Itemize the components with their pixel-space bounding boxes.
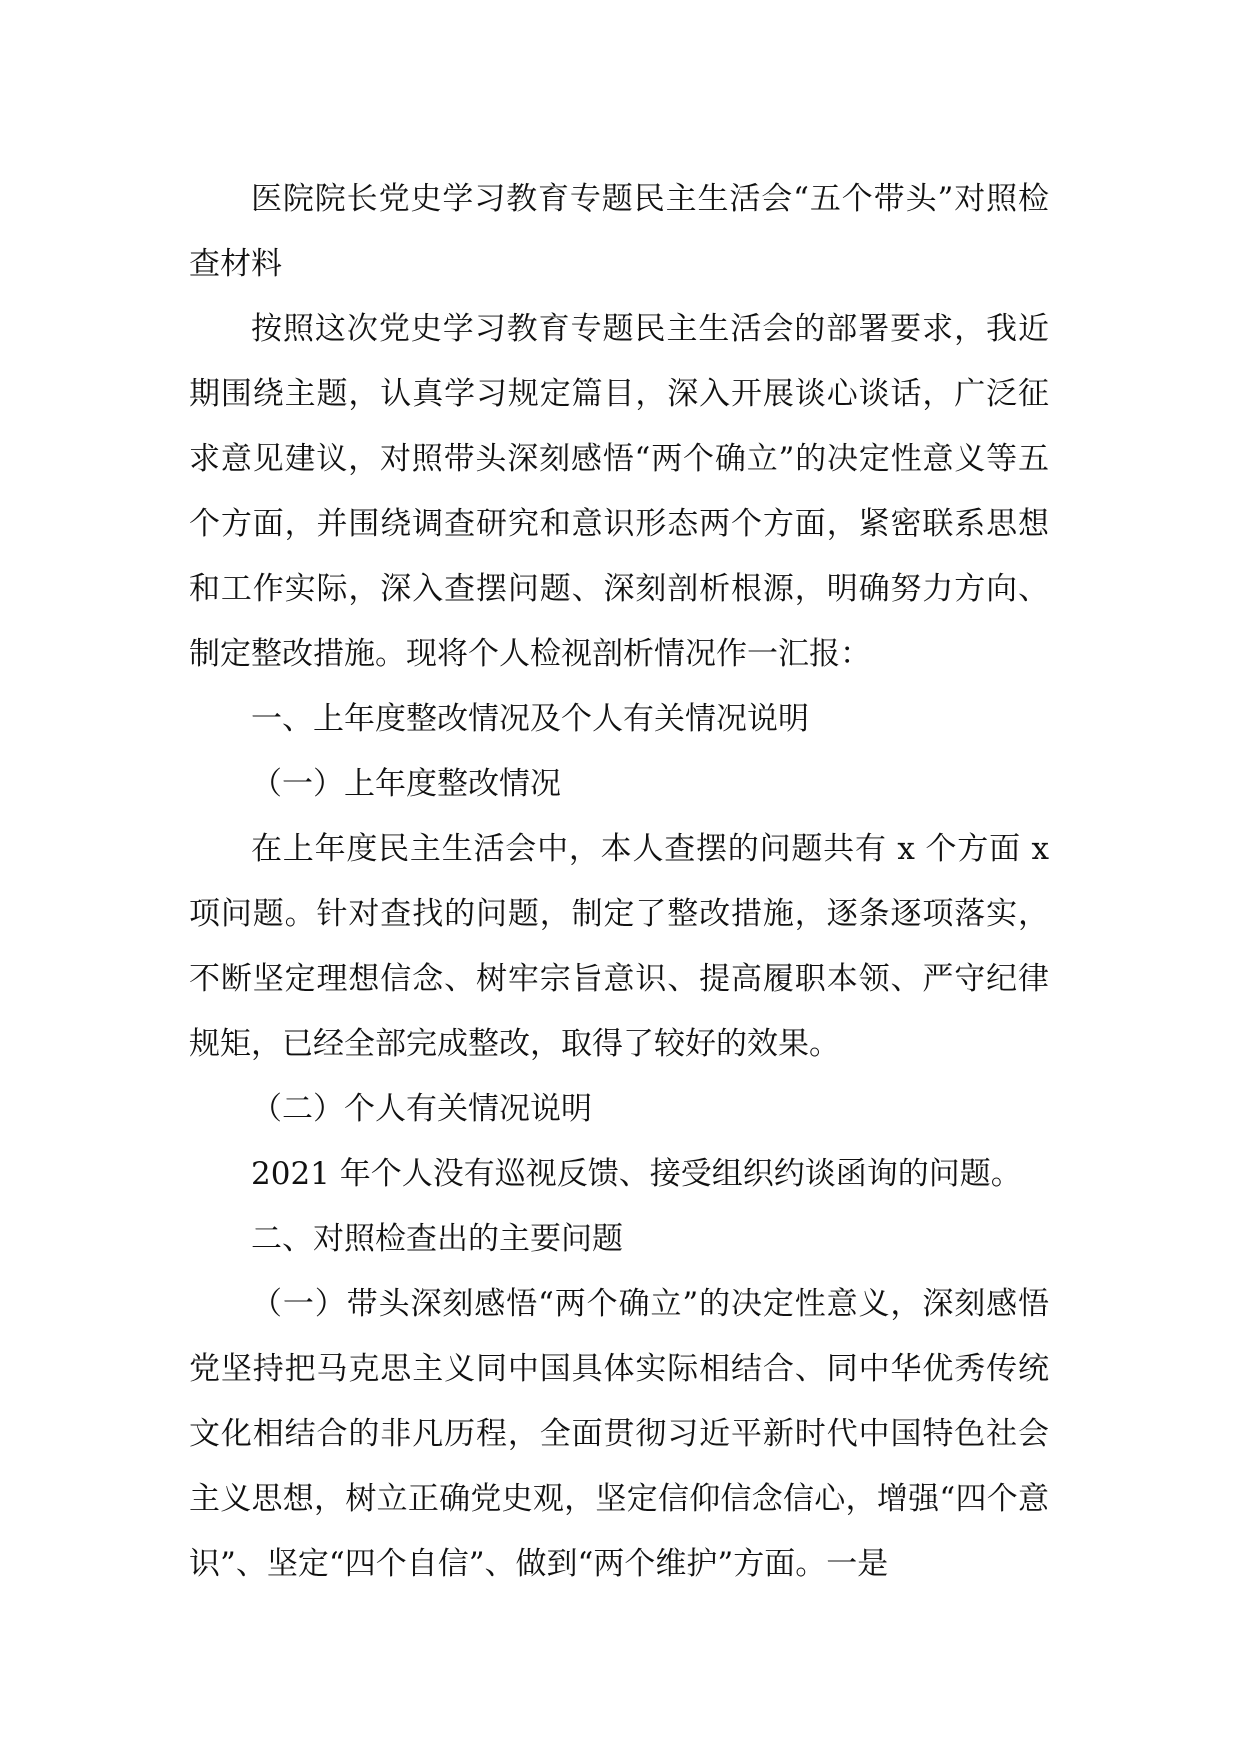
section-heading-1: 一、上年度整改情况及个人有关情况说明 <box>251 701 809 737</box>
intro-paragraph: 按照这次党史学习教育专题民主生活会的部署要求，我近期围绕主题，认真学习规定篇目，深入开展谈心谈话，广泛征求意见建议，对照带头深刻感悟“两个确立”的决定性意义等五个方面，并围绕调查研究和意识形态两个方面，紧密联系思想和工作实际，深入查摆问题、深刻剖析根源，明确努力方向、制定整改措施。现将个人检视剖析情况作一汇报： <box>189 311 1049 672</box>
body-paragraph: （一）带头深刻感悟“两个确立”的决定性意义，深刻感悟党坚持把马克思主义同中国具体实际相结合、同中华优秀传统文化相结合的非凡历程，全面贯彻习近平新时代中国特色社会主义思想，树立正确党史观，坚定信仰信念信心，增强“四个意识”、坚定“四个自信”、做到“两个维护”方面。一是 <box>189 1286 1049 1582</box>
subsection-heading-1-1: （一）上年度整改情况 <box>251 766 561 802</box>
body-paragraph: 在上年度民主生活会中，本人查摆的问题共有 x 个方面 x 项问题。针对查找的问题，制定了整改措施，逐条逐项落实，不断坚定理想信念、树牢宗旨意识、提高履职本领、严守纪律规矩，已经全部完成整改，取得了较好的效果。 <box>189 831 1049 1062</box>
document-body <box>189 167 1049 1597</box>
body-paragraph: 2021 年个人没有巡视反馈、接受组织约谈函询的问题。 <box>251 1156 1022 1192</box>
document-title: 医院院长党史学习教育专题民主生活会“五个带头”对照检查材料 <box>189 181 1049 282</box>
section-heading-2: 二、对照检查出的主要问题 <box>251 1221 623 1257</box>
subsection-heading-1-2: （二）个人有关情况说明 <box>251 1091 592 1127</box>
